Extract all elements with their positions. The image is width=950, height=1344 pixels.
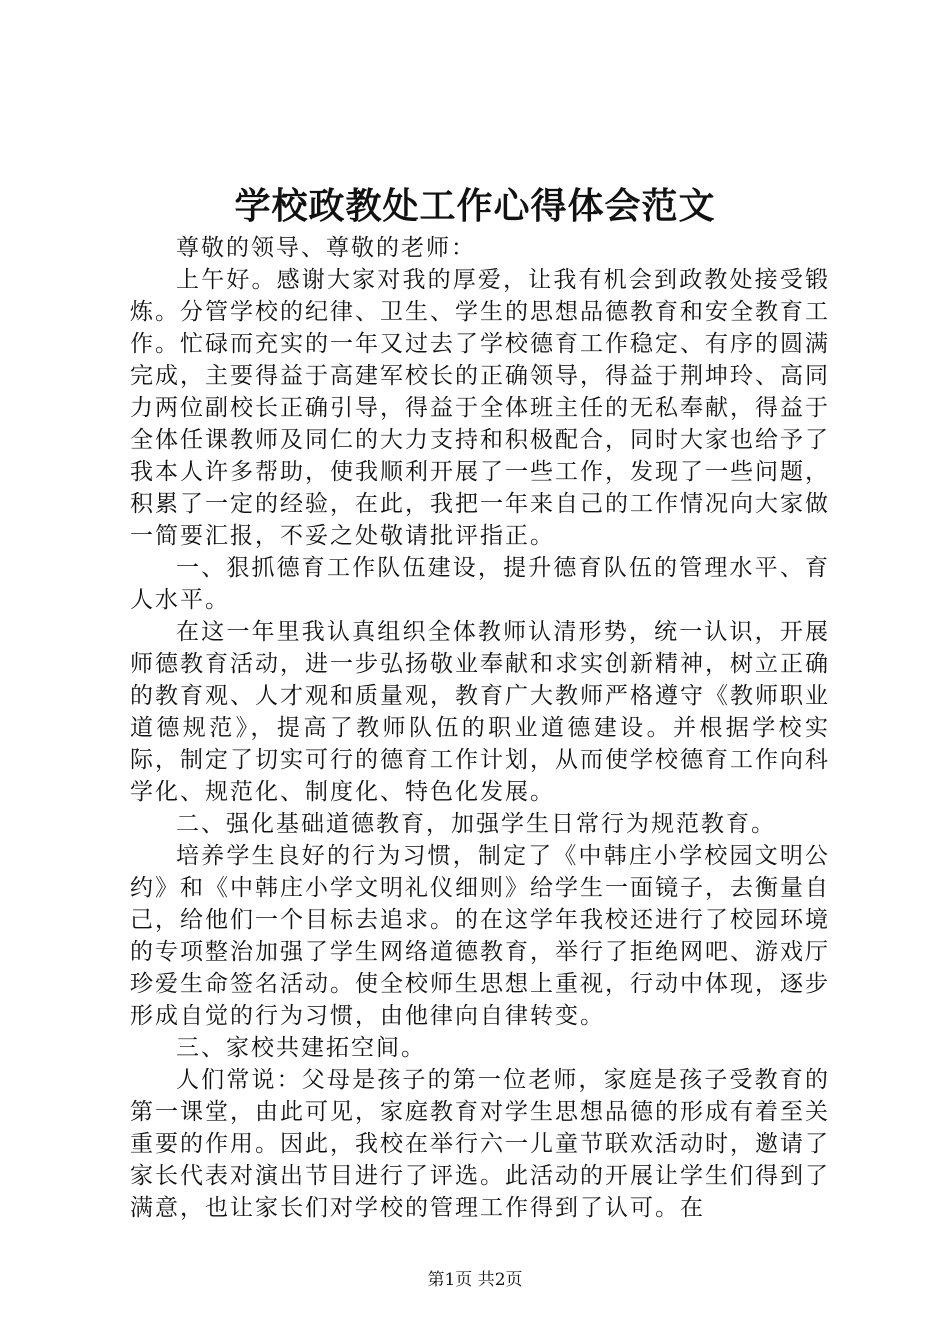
paragraph-section-2: 培养学生良好的行为习惯，制定了《中韩庄小学校园文明公约》和《中韩庄小学文明礼仪细则》给学生一面镜子，去衡量自己，给他们一个目标去追求。的在这学年我校还进行了校园环境的专项整治加强了学生网络道德教育，举行了拒绝网吧、游戏厅珍爱生命签名活动。使全校师生思想上重视，行动中体现，逐步形成自觉的行为习惯，由他律向自律转变。 [130,843,830,1029]
document-title: 学校政教处工作心得体会范文 [234,185,716,227]
section-heading-2: 二、强化基础道德教育，加强学生日常行为规范教育。 [176,811,776,837]
paragraph-section-1: 在这一年里我认真组织全体教师认清形势，统一认识，开展师德教育活动，进一步弘扬敬业奉献和求实创新精神，树立正确的教育观、人才观和质量观，教育广大教师严格遵守《教师职业道德规范》，提高了教师队伍的职业道德建设。并根据学校实际，制定了切实可行的德育工作计划，从而使学校德育工作向科学化、规范化、制度化、特色化发展。 [130,619,830,805]
paragraph-section-3: 人们常说：父母是孩子的第一位老师，家庭是孩子受教育的第一课堂，由此可见，家庭教育对学生思想品德的形成有着至关重要的作用。因此，我校在举行六一儿童节联欢活动时，邀请了家长代表对演出节目进行了评选。此活动的开展让学生们得到了满意，也让家长们对学校的管理工作得到了认可。在 [130,1067,830,1221]
document-body [130,232,830,1224]
page-footer: 第1页 共2页 [427,1270,523,1290]
section-heading-1: 一、狠抓德育工作队伍建设，提升德育队伍的管理水平、育人水平。 [130,555,830,613]
paragraph-salutation: 尊敬的领导、尊敬的老师： [176,235,476,261]
section-heading-3: 三、家校共建拓空间。 [176,1035,426,1061]
paragraph-opening: 上午好。感谢大家对我的厚爱，让我有机会到政教处接受锻炼。分管学校的纪律、卫生、学生的思想品德教育和安全教育工作。忙碌而充实的一年又过去了学校德育工作稳定、有序的圆满完成，主要得益于高建军校长的正确领导，得益于荆坤玲、高同力两位副校长正确引导，得益于全体班主任的无私奉献，得益于全体任课教师及同仁的大力支持和积极配合，同时大家也给予了我本人许多帮助，使我顺利开展了一些工作，发现了一些问题，积累了一定的经验，在此，我把一年来自己的工作情况向大家做一简要汇报，不妥之处敬请批评指正。 [130,267,830,549]
